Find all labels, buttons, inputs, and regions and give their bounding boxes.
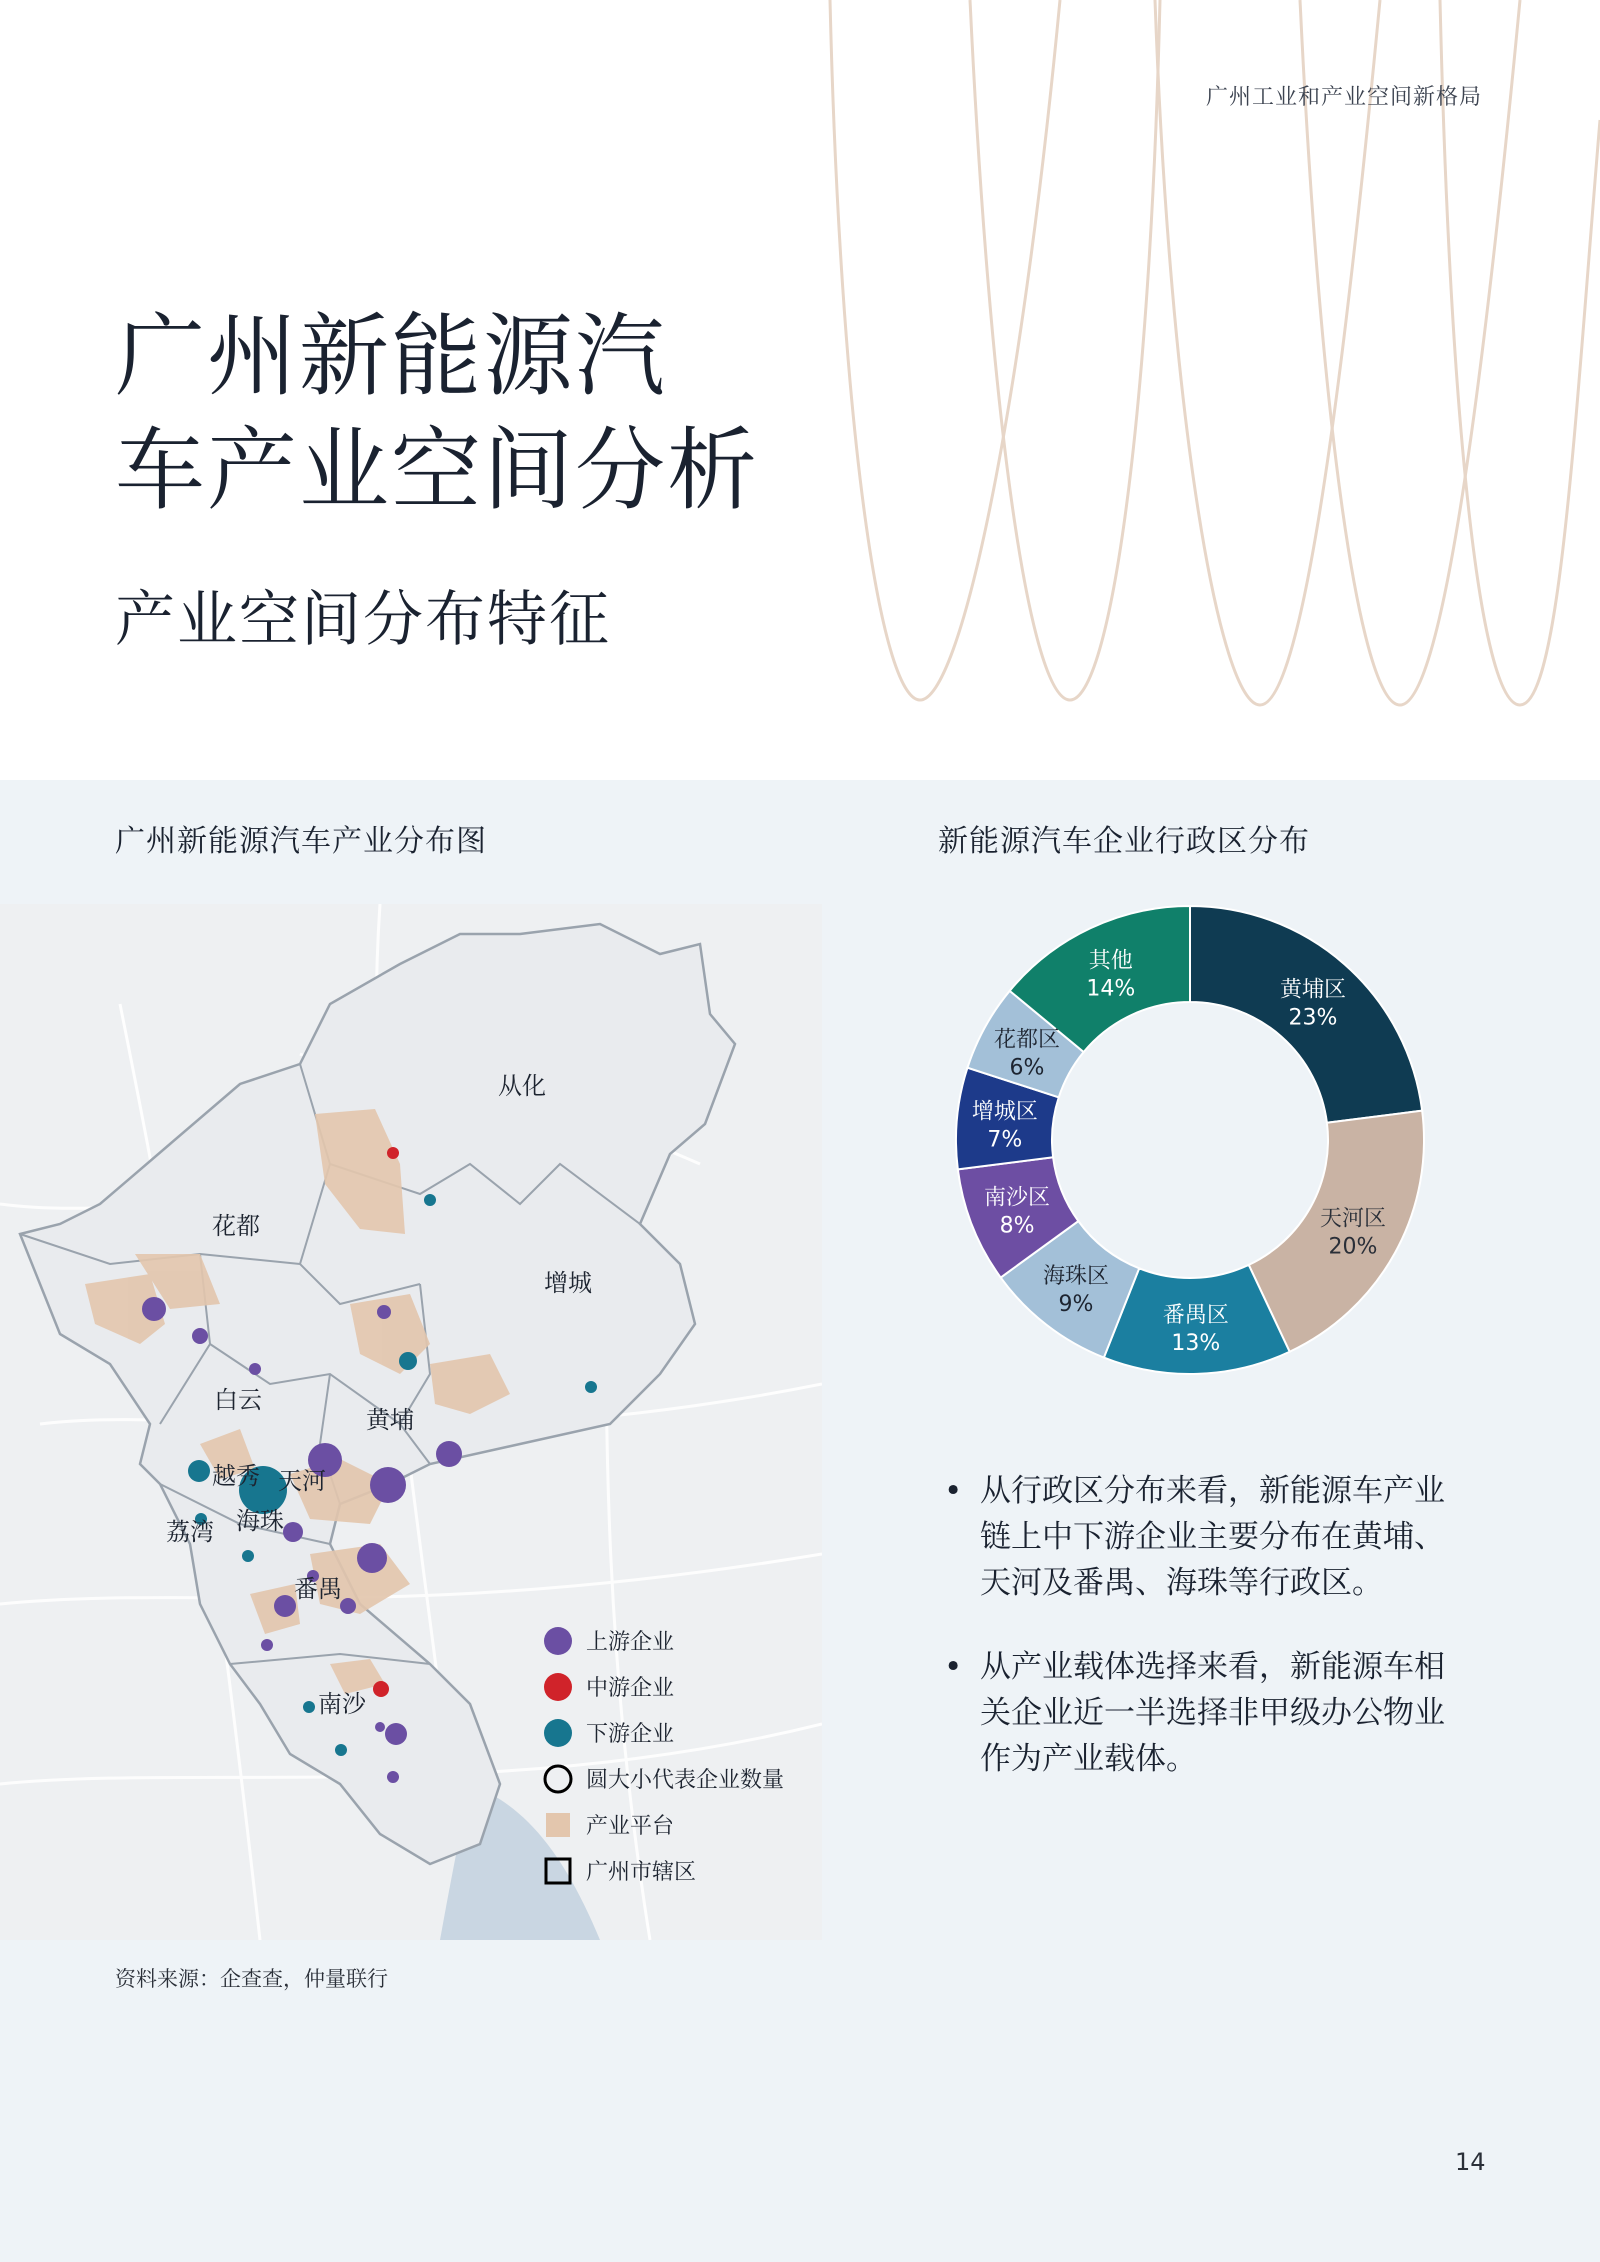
slice-category-label: 黄埔区 bbox=[1279, 977, 1347, 1003]
page-number: 14 bbox=[1455, 2148, 1486, 2176]
district-label: 天河 bbox=[278, 1467, 326, 1495]
slice-value-label: 14% bbox=[1086, 976, 1136, 1002]
enterprise-dot bbox=[399, 1352, 417, 1370]
district-label: 花都 bbox=[212, 1212, 260, 1240]
slice-value-label: 8% bbox=[999, 1213, 1035, 1239]
slice-value-label: 7% bbox=[987, 1127, 1023, 1153]
enterprise-dot bbox=[242, 1550, 254, 1562]
running-head: 广州工业和产业空间新格局 bbox=[1205, 85, 1482, 110]
enterprise-dot bbox=[274, 1595, 296, 1617]
bullet-text: 从行政区分布来看，新能源车产业链上中下游企业主要分布在黄埔、天河及番禺、海珠等行政区。 bbox=[980, 1473, 1445, 1601]
district-label: 荔湾 bbox=[166, 1518, 214, 1546]
district-label: 海珠 bbox=[236, 1507, 284, 1535]
legend-upstream-icon bbox=[544, 1627, 572, 1655]
district-label: 白云 bbox=[214, 1386, 262, 1414]
title-line-2: 车产业空间分析 bbox=[115, 418, 759, 523]
legend-midstream-icon bbox=[544, 1673, 572, 1701]
enterprise-dot bbox=[283, 1522, 303, 1542]
enterprise-dot bbox=[142, 1297, 166, 1321]
enterprise-dot bbox=[424, 1194, 436, 1206]
enterprise-dot bbox=[249, 1363, 261, 1375]
district-label: 越秀 bbox=[212, 1462, 260, 1490]
enterprise-dot bbox=[377, 1305, 391, 1319]
slice-category-label: 花都区 bbox=[993, 1027, 1061, 1053]
enterprise-dot bbox=[373, 1681, 389, 1697]
slice-category-label: 增城区 bbox=[971, 1099, 1038, 1125]
district-label: 黄埔 bbox=[366, 1406, 414, 1434]
slice-value-label: 20% bbox=[1328, 1234, 1378, 1260]
district-label: 南沙 bbox=[318, 1690, 366, 1718]
district-label: 番禺 bbox=[294, 1575, 342, 1603]
legend-label: 圆大小代表企业数量 bbox=[586, 1768, 785, 1793]
district-label: 从化 bbox=[498, 1072, 546, 1100]
bullet-marker: • bbox=[944, 1649, 963, 1685]
slice-value-label: 9% bbox=[1058, 1291, 1094, 1317]
district-label: 增城 bbox=[544, 1269, 592, 1297]
legend-label: 上游企业 bbox=[586, 1630, 675, 1655]
guangzhou-industry-map bbox=[0, 904, 822, 1940]
enterprise-dot bbox=[585, 1381, 597, 1393]
bullet-text: 从产业载体选择来看，新能源车相关企业近一半选择非甲级办公物业作为产业载体。 bbox=[980, 1649, 1445, 1777]
page-subtitle: 产业空间分布特征 bbox=[115, 585, 611, 655]
slice-category-label: 番禺区 bbox=[1162, 1302, 1229, 1328]
bullet-item bbox=[940, 1644, 1460, 1782]
legend-label: 产业平台 bbox=[586, 1814, 675, 1839]
enterprise-dot bbox=[303, 1701, 315, 1713]
page-title bbox=[115, 300, 759, 528]
slice-category-label: 南沙区 bbox=[984, 1185, 1051, 1211]
enterprise-dot bbox=[357, 1543, 387, 1573]
donut-title: 新能源汽车企业行政区分布 bbox=[938, 824, 1310, 859]
legend-label: 广州市辖区 bbox=[586, 1860, 697, 1885]
legend-label: 中游企业 bbox=[586, 1676, 675, 1701]
source-note: 资料来源：企查查，仲量联行 bbox=[115, 1967, 388, 1991]
slice-category-label: 海珠区 bbox=[1042, 1263, 1110, 1289]
district-donut-chart bbox=[940, 890, 1440, 1390]
enterprise-dot bbox=[375, 1722, 385, 1732]
enterprise-dot bbox=[387, 1147, 399, 1159]
bullet-marker: • bbox=[944, 1473, 963, 1509]
slice-value-label: 6% bbox=[1009, 1055, 1045, 1081]
slice-value-label: 13% bbox=[1171, 1330, 1221, 1356]
enterprise-dot bbox=[436, 1441, 462, 1467]
enterprise-dot bbox=[261, 1639, 273, 1651]
bullet-list bbox=[940, 1468, 1460, 1820]
bullet-item bbox=[940, 1468, 1460, 1606]
enterprise-dot bbox=[370, 1467, 406, 1503]
slice-category-label: 天河区 bbox=[1319, 1206, 1387, 1232]
slice-value-label: 23% bbox=[1288, 1005, 1338, 1031]
title-line-1: 广州新能源汽 bbox=[115, 304, 667, 409]
enterprise-dot bbox=[340, 1598, 356, 1614]
enterprise-dot bbox=[335, 1744, 347, 1756]
legend-downstream-icon bbox=[544, 1719, 572, 1747]
legend-platform-icon bbox=[546, 1813, 570, 1837]
enterprise-dot bbox=[192, 1328, 208, 1344]
slice-category-label: 其他 bbox=[1088, 948, 1133, 974]
legend-label: 下游企业 bbox=[586, 1722, 675, 1747]
map-title: 广州新能源汽车产业分布图 bbox=[115, 824, 487, 859]
enterprise-dot bbox=[387, 1771, 399, 1783]
enterprise-dot bbox=[385, 1723, 407, 1745]
enterprise-dot bbox=[188, 1460, 210, 1482]
